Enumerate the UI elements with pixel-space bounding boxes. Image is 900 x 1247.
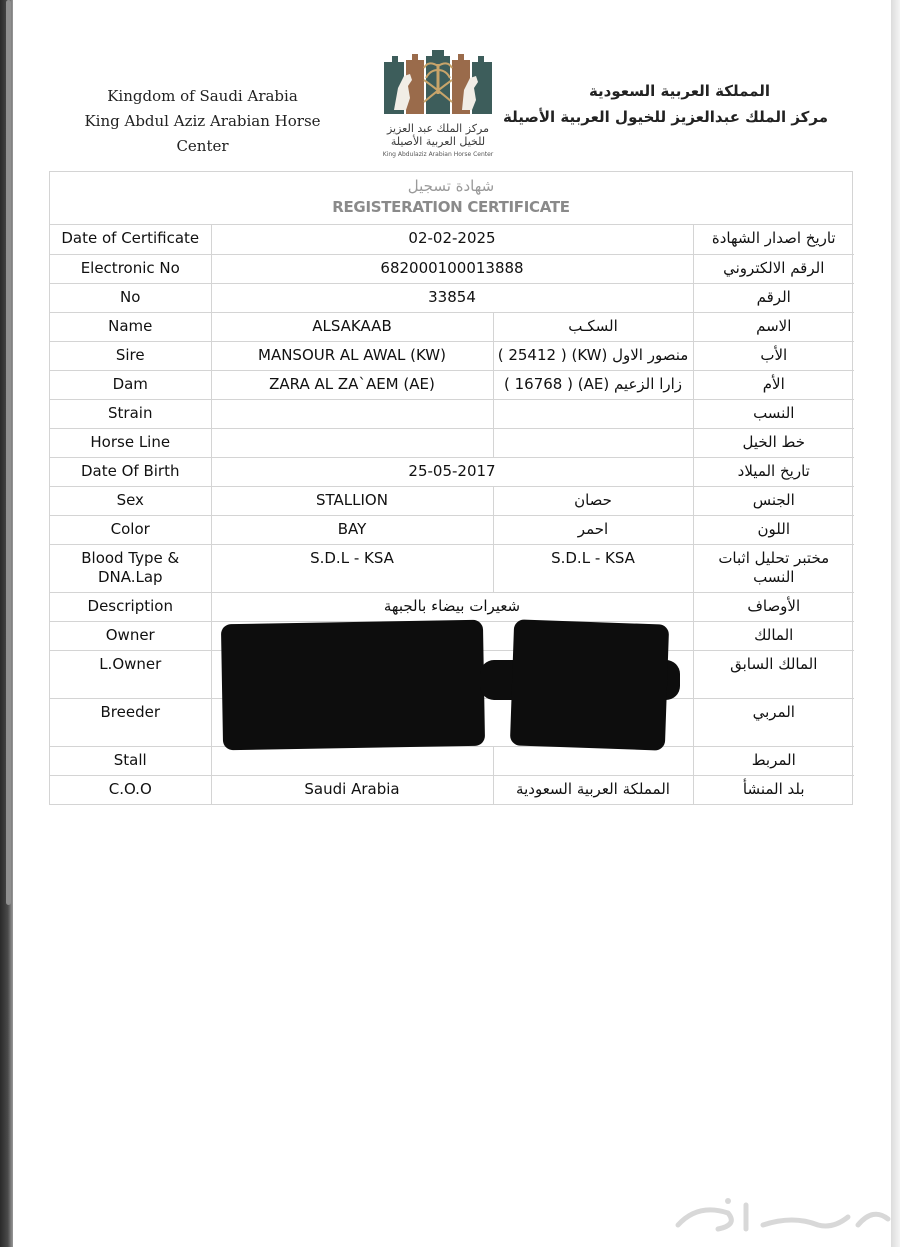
value-en: BAY: [211, 515, 493, 544]
value-ar: S.D.L - KSA: [493, 544, 693, 592]
row-horse-line: [50, 428, 854, 457]
label-en: Owner: [50, 621, 211, 650]
label-ar: تاريخ اصدار الشهادة: [693, 225, 854, 254]
label-en: Dam: [50, 370, 211, 399]
row-color: [50, 515, 854, 544]
value-ar: المملكة العربية السعودية: [493, 775, 693, 804]
certificate-title-ar: شهادة تسجيل: [407, 177, 495, 195]
label-ar: المربط: [693, 746, 854, 775]
label-en: Sex: [50, 486, 211, 515]
label-en: Stall: [50, 746, 211, 775]
value-en: [211, 428, 493, 457]
value-en: Saudi Arabia: [211, 775, 493, 804]
certificate-title-en: REGISTERATION CERTIFICATE: [332, 198, 570, 216]
label-en: Electronic No: [50, 254, 211, 283]
redaction-mark: [221, 620, 485, 751]
value-en: ZARA AL ZA`AEM (AE): [211, 370, 493, 399]
label-ar: المالك: [693, 621, 854, 650]
label-ar: مختبر تحليل اثبات النسب: [693, 544, 854, 592]
label-ar: الأم: [693, 370, 854, 399]
scrollbar-thumb[interactable]: [6, 0, 11, 905]
value-en: STALLION: [211, 486, 493, 515]
value-en: [211, 746, 493, 775]
label-ar: الأوصاف: [693, 592, 854, 621]
label-ar: المالك السابق: [693, 650, 854, 698]
header-en-line1: Kingdom of Saudi Arabia: [107, 87, 298, 105]
label-en: Breeder: [50, 698, 211, 746]
row-country-of-origin: [50, 775, 854, 804]
haraj-watermark-icon: [668, 1195, 893, 1237]
label-en: Name: [50, 312, 211, 341]
row-description: [50, 592, 854, 621]
label-en: C.O.O: [50, 775, 211, 804]
row-name: [50, 312, 854, 341]
label-ar: الرقم: [693, 283, 854, 312]
label-en: Description: [50, 592, 211, 621]
value-ar: [493, 399, 693, 428]
value-en: S.D.L - KSA: [211, 544, 493, 592]
row-sex: [50, 486, 854, 515]
label-ar: الرقم الالكتروني: [693, 254, 854, 283]
label-ar: اللون: [693, 515, 854, 544]
value-ar: احمر: [493, 515, 693, 544]
label-ar: الأب: [693, 341, 854, 370]
value-ar: [493, 428, 693, 457]
certificate-title: [50, 172, 852, 225]
label-ar: بلد المنشأ: [693, 775, 854, 804]
label-ar: المربي: [693, 698, 854, 746]
label-en: L.Owner: [50, 650, 211, 698]
value: 02-02-2025: [211, 225, 693, 254]
value-en: [211, 399, 493, 428]
label-en: Date of Certificate: [50, 225, 211, 254]
row-strain: [50, 399, 854, 428]
label-ar: النسب: [693, 399, 854, 428]
value-ar: [493, 746, 693, 775]
row-date-of-certificate: [50, 225, 854, 254]
logo-english-caption: King Abdulaziz Arabian Horse Center: [382, 151, 494, 158]
label-en: Sire: [50, 341, 211, 370]
label-ar: خط الخيل: [693, 428, 854, 457]
value-en: ALSAKAAB: [211, 312, 493, 341]
label-en: Horse Line: [50, 428, 211, 457]
value-ar: منصور الاول (KW) ( 25412 ): [493, 341, 693, 370]
logo-arabic-line2: للخيل العربية الأصيلة: [390, 135, 486, 148]
header-ar-line1: المملكة العربية السعودية: [588, 82, 770, 100]
row-blood-type: [50, 544, 854, 592]
logo-arabic-line1: مركز الملك عبد العزيز: [386, 122, 489, 135]
right-edge: [891, 0, 900, 1247]
value: شعيرات بيضاء بالجبهة: [211, 592, 693, 621]
row-sire: [50, 341, 854, 370]
label-en: Strain: [50, 399, 211, 428]
label-en: No: [50, 283, 211, 312]
value-ar: حصان: [493, 486, 693, 515]
row-stall: [50, 746, 854, 775]
label-ar: الجنس: [693, 486, 854, 515]
label-en: Blood Type & DNA.Lap: [50, 544, 211, 592]
value-ar: زارا الزعيم (AE) ( 16768 ): [493, 370, 693, 399]
header-ar-line2: مركز الملك عبدالعزيز للخيول العربية الأصيلة: [503, 108, 828, 126]
row-date-of-birth: [50, 457, 854, 486]
row-no: [50, 283, 854, 312]
row-dam: [50, 370, 854, 399]
label-en: Date Of Birth: [50, 457, 211, 486]
value-en: MANSOUR AL AWAL (KW): [211, 341, 493, 370]
value: 33854: [211, 283, 693, 312]
value: 682000100013888: [211, 254, 693, 283]
label-en: Color: [50, 515, 211, 544]
row-electronic-no: [50, 254, 854, 283]
value: 25-05-2017: [211, 457, 693, 486]
label-ar: تاريخ الميلاد: [693, 457, 854, 486]
label-ar: الاسم: [693, 312, 854, 341]
header-en-line2: King Abdul Aziz Arabian Horse Center: [84, 112, 321, 155]
value-ar: السكـب: [493, 312, 693, 341]
redaction-mark: [510, 619, 669, 750]
